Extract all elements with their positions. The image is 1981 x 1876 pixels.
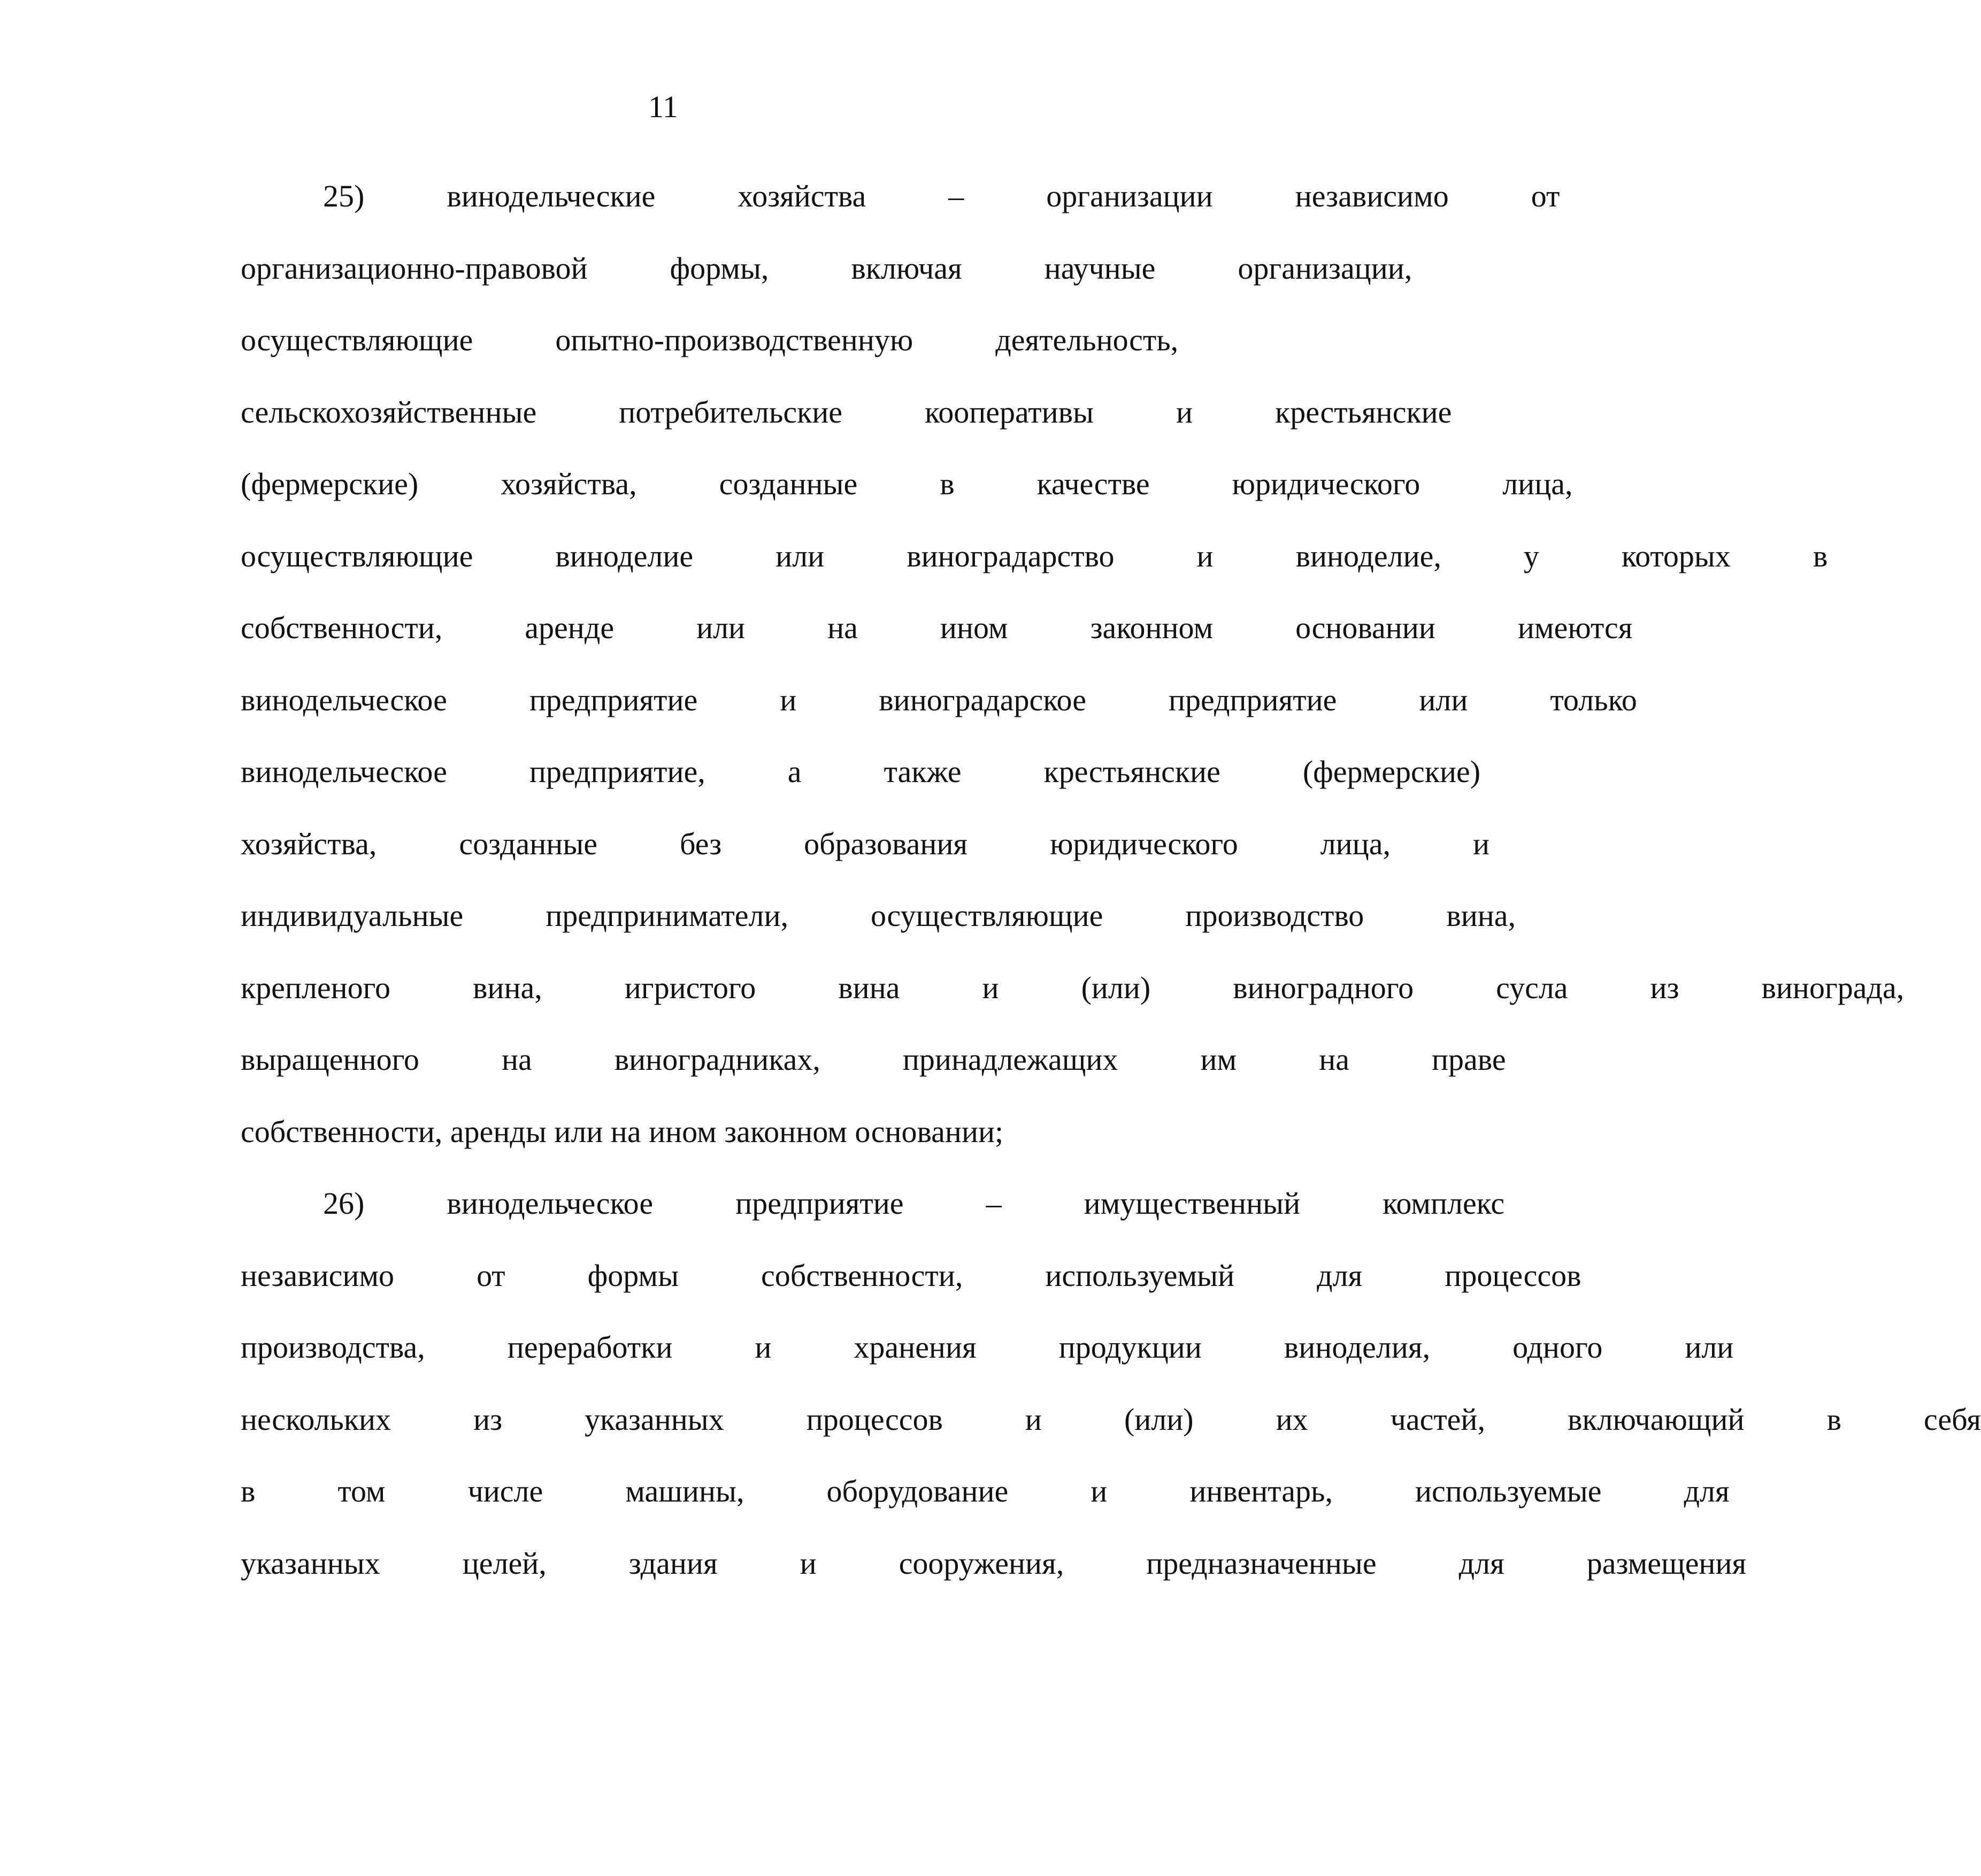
document-body — [158, 160, 1981, 1599]
paragraph-26 — [158, 1168, 1981, 1599]
text-line: индивидуальные предприниматели, осуществляющие производство вина, — [241, 898, 1516, 933]
text-line: сельскохозяйственные потребительские кооперативы и крестьянские — [241, 394, 1452, 430]
text-line: независимо от формы собственности, используемый для процессов — [241, 1258, 1581, 1293]
text-line: 26) винодельческое предприятие – имущественный комплекс — [323, 1186, 1505, 1221]
text-line: выращенного на виноградниках, принадлежащих им на праве — [241, 1042, 1506, 1077]
text-line: осуществляющие виноделие или виноградарство и виноделие, у которых в — [241, 538, 1828, 573]
text-line: указанных целей, здания и сооружения, предназначенные для размещения — [241, 1545, 1747, 1581]
text-line: собственности, аренде или на ином законном основании имеются — [241, 610, 1633, 645]
paragraph-25 — [158, 160, 1905, 1168]
text-line: собственности, аренды или на ином законном основании; — [241, 1114, 1004, 1149]
page-number: 11 — [648, 89, 678, 124]
text-line: нескольких из указанных процессов и (или) их частей, включающий в себя — [241, 1402, 1981, 1437]
text-line: хозяйства, созданные без образования юридического лица, и — [241, 826, 1490, 861]
text-line: в том числе машины, оборудование и инвентарь, используемые для — [241, 1474, 1730, 1509]
text-line: (фермерские) хозяйства, созданные в качестве юридического лица, — [241, 466, 1573, 501]
text-line: винодельческое предприятие, а также крестьянские (фермерские) — [241, 754, 1481, 789]
text-line: организационно-правовой формы, включая научные организации, — [241, 250, 1412, 286]
text-line: производства, переработки и хранения продукции виноделия, одного или — [241, 1330, 1734, 1365]
text-line: осуществляющие опытно-производственную деятельность, — [241, 323, 1179, 357]
text-line: крепленого вина, игристого вина и (или) виноградного сусла из винограда, — [241, 970, 1905, 1005]
text-line: винодельческое предприятие и виноградарское предприятие или только — [241, 682, 1637, 717]
text-line: 25) винодельческие хозяйства – организации независимо от — [323, 179, 1560, 213]
